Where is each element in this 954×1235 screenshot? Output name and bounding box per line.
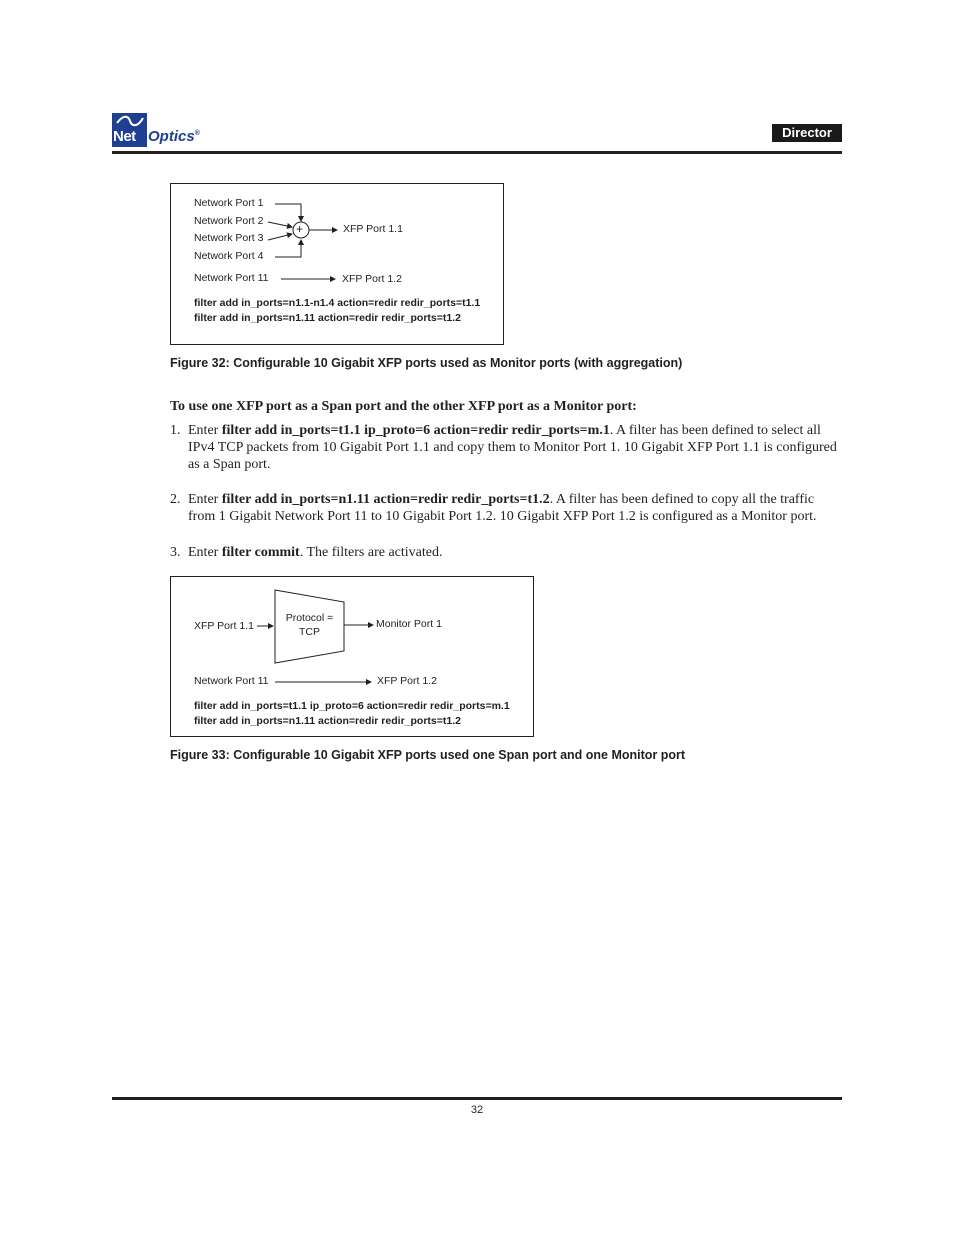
xfp-port-1-2-label: XFP Port 1.2 — [342, 273, 402, 285]
step-1 — [170, 422, 840, 474]
monitor-port-1-label: Monitor Port 1 — [376, 618, 442, 630]
sum-symbol: + — [296, 222, 304, 236]
net-optics-logo — [112, 113, 222, 147]
xfp-port-1-2-label: XFP Port 1.2 — [377, 675, 437, 687]
network-port-11-label: Network Port 11 — [194, 272, 269, 284]
step-text: Enter filter commit. The filters are activated. — [188, 545, 443, 560]
network-port-3-label: Network Port 3 — [194, 232, 264, 244]
figure-32-box — [170, 183, 504, 345]
network-port-4-label: Network Port 4 — [194, 250, 264, 262]
network-port-2-label: Network Port 2 — [194, 215, 264, 227]
figure-33-box — [170, 576, 534, 737]
figure-33-command-1: filter add in_ports=t1.1 ip_proto=6 action=redir redir_ports=m.1 — [194, 700, 510, 712]
network-port-1-label: Network Port 1 — [194, 197, 264, 209]
xfp-port-1-1-label: XFP Port 1.1 — [343, 223, 403, 235]
step-text: Enter filter add in_ports=n1.11 action=redir redir_ports=t1.2. A filter has been defined to copy all the traffic from 1 Gigabit Network Port 11 to 10 Gigabit Port 1.2. 10 Gigabit XFP Port 1.2 is configured as a Monitor port. — [188, 492, 817, 524]
step-command: filter add in_ports=t1.1 ip_proto=6 action=redir redir_ports=m.1 — [221, 423, 610, 438]
step-number: 2. — [170, 492, 181, 507]
step-command: filter commit — [221, 545, 300, 560]
protocol-filter-line-2: TCP — [299, 626, 320, 638]
xfp-port-1-1-label: XFP Port 1.1 — [194, 620, 254, 632]
protocol-filter-line-1: Protocol = — [285, 612, 334, 624]
figure-33-command-2: filter add in_ports=n1.11 action=redir redir_ports=t1.2 — [194, 715, 461, 727]
step-number: 3. — [170, 545, 181, 560]
step-text: Enter filter add in_ports=t1.1 ip_proto=6 action=redir redir_ports=m.1. A filter has been defined to select all IPv4 TCP packets from 10 Gigabit Port 1.1 and copy them to Monitor Port 1. 10 Gigabit XFP Port 1.1 is configured as a Span port. — [188, 423, 837, 472]
figure-32-command-2: filter add in_ports=n1.11 action=redir redir_ports=t1.2 — [194, 312, 461, 324]
footer-rule — [112, 1097, 842, 1100]
figure-33-caption: Figure 33: Configurable 10 Gigabit XFP ports used one Span port and one Monitor port — [170, 748, 686, 762]
step-number: 1. — [170, 423, 181, 438]
network-port-11-label: Network Port 11 — [194, 675, 269, 687]
procedure-heading: To use one XFP port as a Span port and the other XFP port as a Monitor port: — [170, 399, 637, 414]
figure-32-caption: Figure 32: Configurable 10 Gigabit XFP ports used as Monitor ports (with aggregation) — [170, 356, 683, 370]
step-3 — [170, 544, 840, 562]
header-rule — [112, 151, 842, 154]
step-command: filter add in_ports=n1.11 action=redir redir_ports=t1.2 — [221, 492, 550, 507]
section-tag: Director — [772, 124, 842, 142]
page-number: 32 — [470, 1104, 484, 1116]
step-2 — [170, 491, 840, 527]
figure-32-command-1: filter add in_ports=n1.1-n1.4 action=redir redir_ports=t1.1 — [194, 297, 481, 309]
logo-wave-icon — [116, 115, 144, 127]
logo-optics-text: Optics® — [148, 128, 200, 145]
logo-net-text: Net — [113, 128, 136, 145]
figure-33-diagram-lines — [171, 577, 535, 738]
